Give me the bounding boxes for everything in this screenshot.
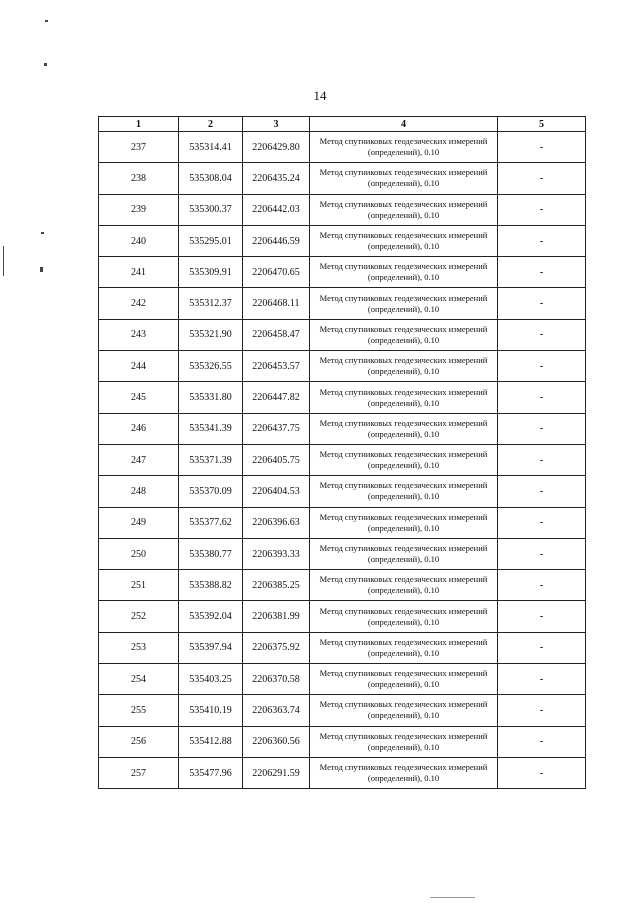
note-cell: - [498,444,586,475]
y-coordinate-cell: 2206381.99 [243,601,310,632]
point-number-cell: 241 [99,257,179,288]
table-row [99,444,586,475]
scan-artifact [44,63,47,66]
table-row [99,476,586,507]
y-coordinate-cell: 2206393.33 [243,538,310,569]
y-coordinate-cell: 2206375.92 [243,632,310,663]
table-row [99,413,586,444]
y-coordinate-cell: 2206446.59 [243,225,310,256]
table-row [99,225,586,256]
x-coordinate-cell: 535371.39 [179,444,243,475]
x-coordinate-cell: 535412.88 [179,726,243,757]
note-cell: - [498,601,586,632]
point-number-cell: 253 [99,632,179,663]
point-number-cell: 248 [99,476,179,507]
y-coordinate-cell: 2206435.24 [243,163,310,194]
y-coordinate-cell: 2206447.82 [243,382,310,413]
table-row [99,757,586,788]
x-coordinate-cell: 535300.37 [179,194,243,225]
method-cell: Метод спутниковых геодезических измерений (определений), 0.10 [310,351,498,382]
scan-artifact [3,246,4,276]
x-coordinate-cell: 535410.19 [179,695,243,726]
method-cell: Метод спутниковых геодезических измерений (определений), 0.10 [310,476,498,507]
header-col-4: 4 [310,117,498,132]
y-coordinate-cell: 2206370.58 [243,664,310,695]
method-cell: Метод спутниковых геодезических измерений (определений), 0.10 [310,757,498,788]
page-number: 14 [313,88,327,103]
x-coordinate-cell: 535308.04 [179,163,243,194]
scan-artifact [45,20,48,22]
point-number-cell: 249 [99,507,179,538]
table-row [99,726,586,757]
point-number-cell: 237 [99,132,179,163]
y-coordinate-cell: 2206363.74 [243,695,310,726]
point-number-cell: 254 [99,664,179,695]
x-coordinate-cell: 535331.80 [179,382,243,413]
x-coordinate-cell: 535309.91 [179,257,243,288]
table-row [99,601,586,632]
method-cell: Метод спутниковых геодезических измерений (определений), 0.10 [310,632,498,663]
method-cell: Метод спутниковых геодезических измерений (определений), 0.10 [310,319,498,350]
note-cell: - [498,538,586,569]
x-coordinate-cell: 535314.41 [179,132,243,163]
table-row [99,288,586,319]
method-cell: Метод спутниковых геодезических измерений (определений), 0.10 [310,507,498,538]
table-row [99,507,586,538]
x-coordinate-cell: 535380.77 [179,538,243,569]
x-coordinate-cell: 535392.04 [179,601,243,632]
coordinates-table [98,116,586,789]
table-row [99,319,586,350]
x-coordinate-cell: 535403.25 [179,664,243,695]
method-cell: Метод спутниковых геодезических измерений (определений), 0.10 [310,726,498,757]
header-col-5: 5 [498,117,586,132]
y-coordinate-cell: 2206453.57 [243,351,310,382]
point-number-cell: 251 [99,570,179,601]
header-col-1: 1 [99,117,179,132]
note-cell: - [498,194,586,225]
method-cell: Метод спутниковых геодезических измерений (определений), 0.10 [310,163,498,194]
x-coordinate-cell: 535295.01 [179,225,243,256]
note-cell: - [498,163,586,194]
table-row [99,132,586,163]
note-cell: - [498,695,586,726]
table-row [99,351,586,382]
x-coordinate-cell: 535312.37 [179,288,243,319]
method-cell: Метод спутниковых геодезических измерений (определений), 0.10 [310,413,498,444]
x-coordinate-cell: 535341.39 [179,413,243,444]
scan-artifact [430,897,475,898]
table-header-row [99,117,586,132]
point-number-cell: 243 [99,319,179,350]
x-coordinate-cell: 535377.62 [179,507,243,538]
x-coordinate-cell: 535321.90 [179,319,243,350]
header-col-3: 3 [243,117,310,132]
table-row [99,664,586,695]
y-coordinate-cell: 2206405.75 [243,444,310,475]
table-body [99,132,586,789]
point-number-cell: 252 [99,601,179,632]
point-number-cell: 256 [99,726,179,757]
point-number-cell: 242 [99,288,179,319]
y-coordinate-cell: 2206429.80 [243,132,310,163]
method-cell: Метод спутниковых геодезических измерений (определений), 0.10 [310,194,498,225]
method-cell: Метод спутниковых геодезических измерений (определений), 0.10 [310,570,498,601]
note-cell: - [498,382,586,413]
y-coordinate-cell: 2206396.63 [243,507,310,538]
point-number-cell: 240 [99,225,179,256]
x-coordinate-cell: 535388.82 [179,570,243,601]
y-coordinate-cell: 2206470.65 [243,257,310,288]
point-number-cell: 257 [99,757,179,788]
note-cell: - [498,257,586,288]
y-coordinate-cell: 2206437.75 [243,413,310,444]
note-cell: - [498,225,586,256]
x-coordinate-cell: 535477.96 [179,757,243,788]
y-coordinate-cell: 2206442.03 [243,194,310,225]
note-cell: - [498,507,586,538]
table-row [99,194,586,225]
table-row [99,695,586,726]
note-cell: - [498,757,586,788]
note-cell: - [498,288,586,319]
y-coordinate-cell: 2206404.53 [243,476,310,507]
method-cell: Метод спутниковых геодезических измерений (определений), 0.10 [310,225,498,256]
table-row [99,163,586,194]
note-cell: - [498,632,586,663]
header-col-2: 2 [179,117,243,132]
method-cell: Метод спутниковых геодезических измерений (определений), 0.10 [310,132,498,163]
table-row [99,257,586,288]
note-cell: - [498,664,586,695]
table-row [99,632,586,663]
scan-artifact [40,267,43,272]
note-cell: - [498,570,586,601]
note-cell: - [498,413,586,444]
method-cell: Метод спутниковых геодезических измерений (определений), 0.10 [310,382,498,413]
table-row [99,538,586,569]
point-number-cell: 239 [99,194,179,225]
y-coordinate-cell: 2206291.59 [243,757,310,788]
x-coordinate-cell: 535326.55 [179,351,243,382]
y-coordinate-cell: 2206458.47 [243,319,310,350]
method-cell: Метод спутниковых геодезических измерений (определений), 0.10 [310,288,498,319]
note-cell: - [498,726,586,757]
method-cell: Метод спутниковых геодезических измерений (определений), 0.10 [310,695,498,726]
point-number-cell: 255 [99,695,179,726]
table-row [99,570,586,601]
point-number-cell: 244 [99,351,179,382]
y-coordinate-cell: 2206360.56 [243,726,310,757]
scan-artifact [41,232,44,234]
coordinates-table-wrapper [98,116,585,789]
note-cell: - [498,476,586,507]
method-cell: Метод спутниковых геодезических измерений (определений), 0.10 [310,664,498,695]
point-number-cell: 247 [99,444,179,475]
note-cell: - [498,319,586,350]
method-cell: Метод спутниковых геодезических измерений (определений), 0.10 [310,257,498,288]
point-number-cell: 246 [99,413,179,444]
method-cell: Метод спутниковых геодезических измерений (определений), 0.10 [310,601,498,632]
point-number-cell: 245 [99,382,179,413]
point-number-cell: 238 [99,163,179,194]
note-cell: - [498,351,586,382]
x-coordinate-cell: 535397.94 [179,632,243,663]
note-cell: - [498,132,586,163]
y-coordinate-cell: 2206385.25 [243,570,310,601]
method-cell: Метод спутниковых геодезических измерений (определений), 0.10 [310,538,498,569]
y-coordinate-cell: 2206468.11 [243,288,310,319]
x-coordinate-cell: 535370.09 [179,476,243,507]
point-number-cell: 250 [99,538,179,569]
method-cell: Метод спутниковых геодезических измерений (определений), 0.10 [310,444,498,475]
table-row [99,382,586,413]
